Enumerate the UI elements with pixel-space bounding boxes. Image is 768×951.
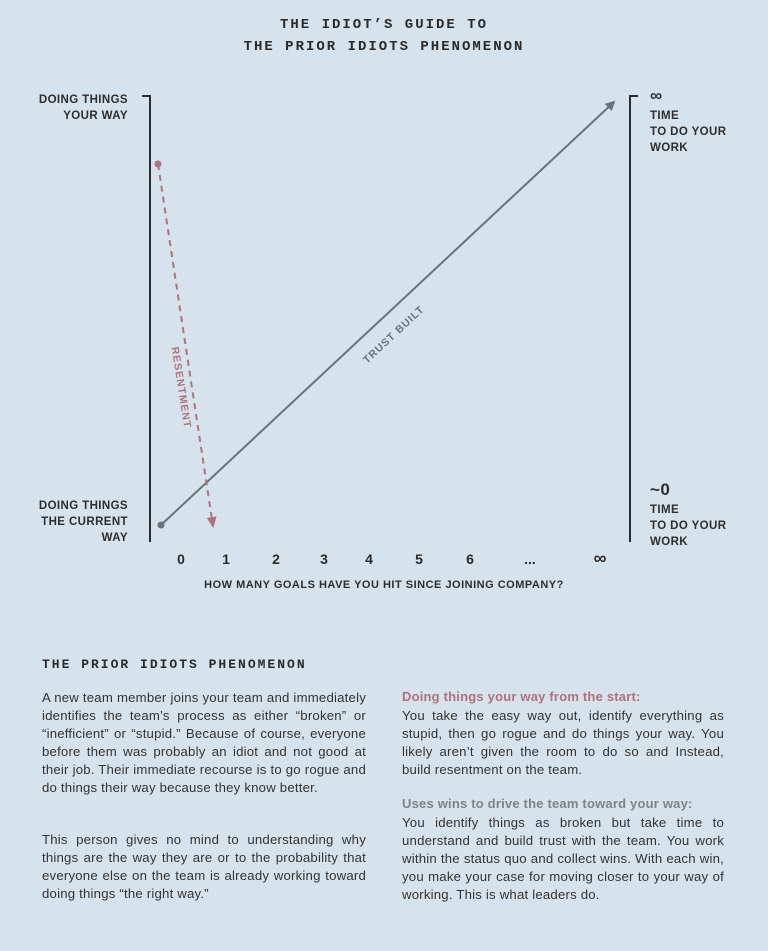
x-tick-4: 4 [365, 551, 373, 567]
section-title: THE PRIOR IDIOTS PHENOMENON [42, 657, 307, 672]
title-line-1: THE IDIOT’S GUIDE TO [279, 17, 489, 33]
left-axis-bracket [142, 96, 150, 542]
second-paragraph: This person gives no mind to understanding why things are the way they are or to the probability that everyone else on the team is already working toward doing things “the right way.” [42, 832, 366, 901]
left-axis-bottom-label: DOING THINGS THE CURRENT WAY [38, 500, 128, 544]
x-tick-1: 1 [222, 551, 230, 567]
x-tick-3: 3 [320, 551, 328, 567]
wins-heading: Uses wins to drive the team toward your way: [402, 796, 693, 811]
x-tick-infinity: ∞ [593, 548, 607, 568]
trust-arrow [161, 102, 614, 525]
right-axis-bracket [630, 96, 638, 542]
x-tick-6: 6 [466, 551, 474, 567]
near-zero-symbol: ~0 [650, 480, 671, 499]
trust-label: TRUST BUILT [360, 303, 427, 367]
resentment-label: RESENTMENT [168, 345, 194, 430]
left-axis-top-label: DOING THINGS YOUR WAY [38, 94, 128, 122]
right-axis-bottom-label: ~0 TIME TO DO YOUR WORK [650, 480, 727, 548]
x-tick-2: 2 [272, 551, 280, 567]
x-axis-label: HOW MANY GOALS HAVE YOU HIT SINCE JOINING COMPANY? [204, 579, 564, 591]
x-tick-ellipsis: ... [524, 551, 536, 567]
wins-paragraph: You identify things as broken but take time to understand and build trust with the team. You work within the status quo and collect wins. With each win, you make your case for moving closer to your way of working. This is what leaders do. [402, 815, 724, 902]
x-tick-5: 5 [415, 551, 423, 567]
title-line-2: THE PRIOR IDIOTS PHENOMENON [243, 39, 525, 55]
x-tick-0: 0 [177, 551, 185, 567]
your-way-paragraph: You take the easy way out, identify everything as stupid, then go rogue and do things your way. You likely aren’t given the room to do so and Instead, build resentment on the team. [402, 708, 724, 777]
infinity-symbol: ∞ [650, 86, 663, 105]
right-axis-top-label: ∞ TIME TO DO YOUR WORK [650, 86, 727, 154]
intro-paragraph: A new team member joins your team and immediately identifies the team’s process as either “broken” or “inefficient” or “stupid.” Because of course, everyone before them was probably an idiot and not good at their job. Their immediate recourse is to go rogue and do things their way because they know better. [42, 690, 366, 795]
your-way-heading: Doing things your way from the start: [402, 689, 641, 704]
resentment-arrow [158, 164, 213, 526]
